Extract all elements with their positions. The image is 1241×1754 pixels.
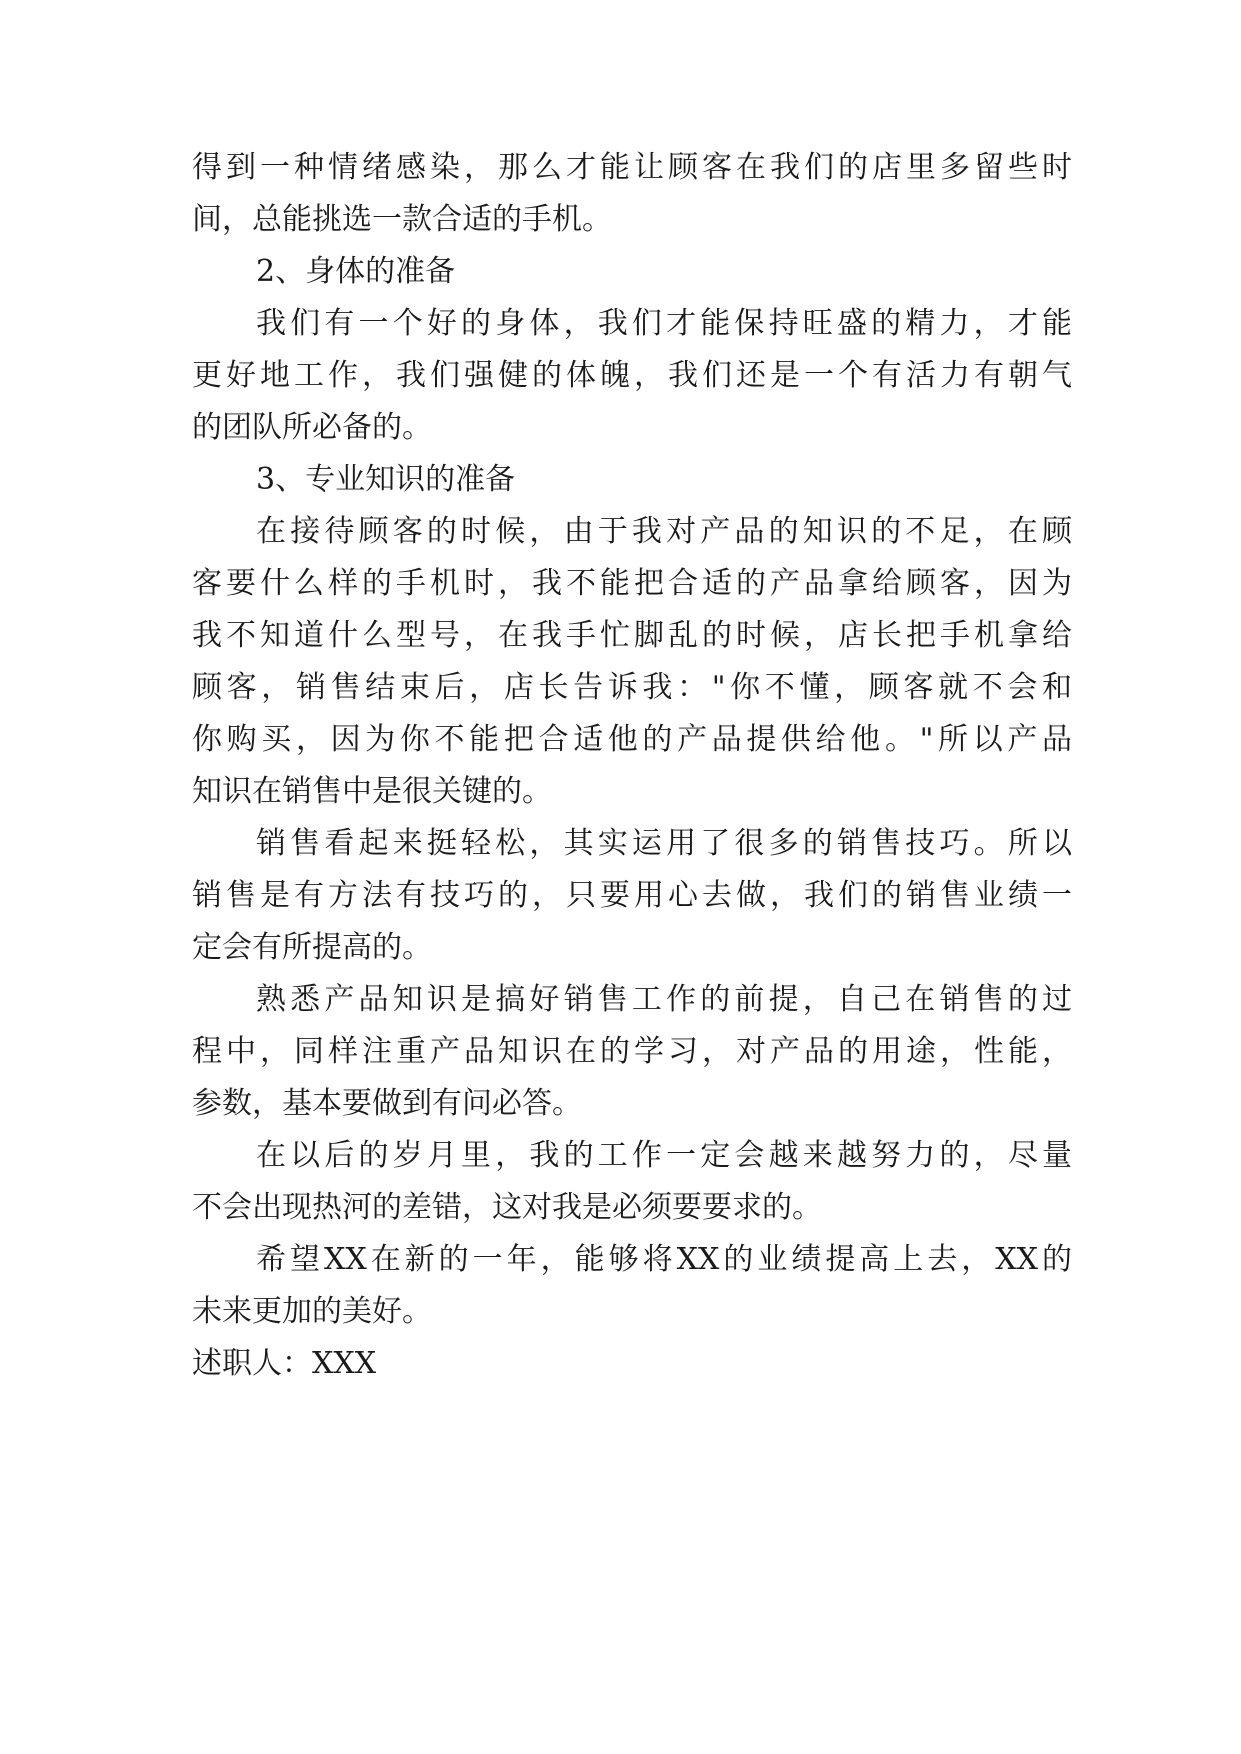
text-line: 销售是有方法有技巧的，只要用心去做，我们的销售业绩一 [192, 878, 1072, 913]
text-line: 顾客，销售结束后，店长告诉我："你不懂，顾客就不会和 [192, 670, 1072, 705]
text-line: 参数，基本要做到有问必答。 [192, 1086, 582, 1121]
text-line: 间，总能挑选一款合适的手机。 [192, 202, 612, 237]
text-line: 未来更加的美好。 [192, 1294, 432, 1329]
text-line: 我不知道什么型号，在我手忙脚乱的时候，店长把手机拿给 [192, 618, 1072, 653]
text-line: 的团队所必备的。 [192, 410, 432, 445]
text-line: 程中，同样注重产品知识在的学习，对产品的用途，性能， [192, 1034, 1072, 1069]
text-line: 不会出现热河的差错，这对我是必须要要求的。 [192, 1190, 822, 1225]
text-line: 你购买，因为你不能把合适他的产品提供给他。"所以产品 [192, 722, 1072, 757]
text-line: 更好地工作，我们强健的体魄，我们还是一个有活力有朝气 [192, 358, 1072, 393]
text-line: 希望XX在新的一年，能够将XX的业绩提高上去，XX的 [256, 1242, 1072, 1277]
text-line: 客要什么样的手机时，我不能把合适的产品拿给顾客，因为 [192, 566, 1072, 601]
text-line: 熟悉产品知识是搞好销售工作的前提，自己在销售的过 [256, 982, 1072, 1017]
signature-line: 述职人：XXX [192, 1346, 377, 1381]
text-line: 在接待顾客的时候，由于我对产品的知识的不足，在顾 [256, 514, 1072, 549]
text-line: 在以后的岁月里，我的工作一定会越来越努力的，尽量 [256, 1138, 1072, 1173]
text-line: 知识在销售中是很关键的。 [192, 774, 552, 809]
text-line: 销售看起来挺轻松，其实运用了很多的销售技巧。所以 [256, 826, 1072, 861]
text-line: 得到一种情绪感染，那么才能让顾客在我们的店里多留些时 [192, 150, 1072, 185]
text-line: 我们有一个好的身体，我们才能保持旺盛的精力，才能 [256, 306, 1072, 341]
text-line: 定会有所提高的。 [192, 930, 432, 965]
section-heading: 2、身体的准备 [256, 254, 456, 289]
section-heading: 3、专业知识的准备 [256, 462, 516, 497]
